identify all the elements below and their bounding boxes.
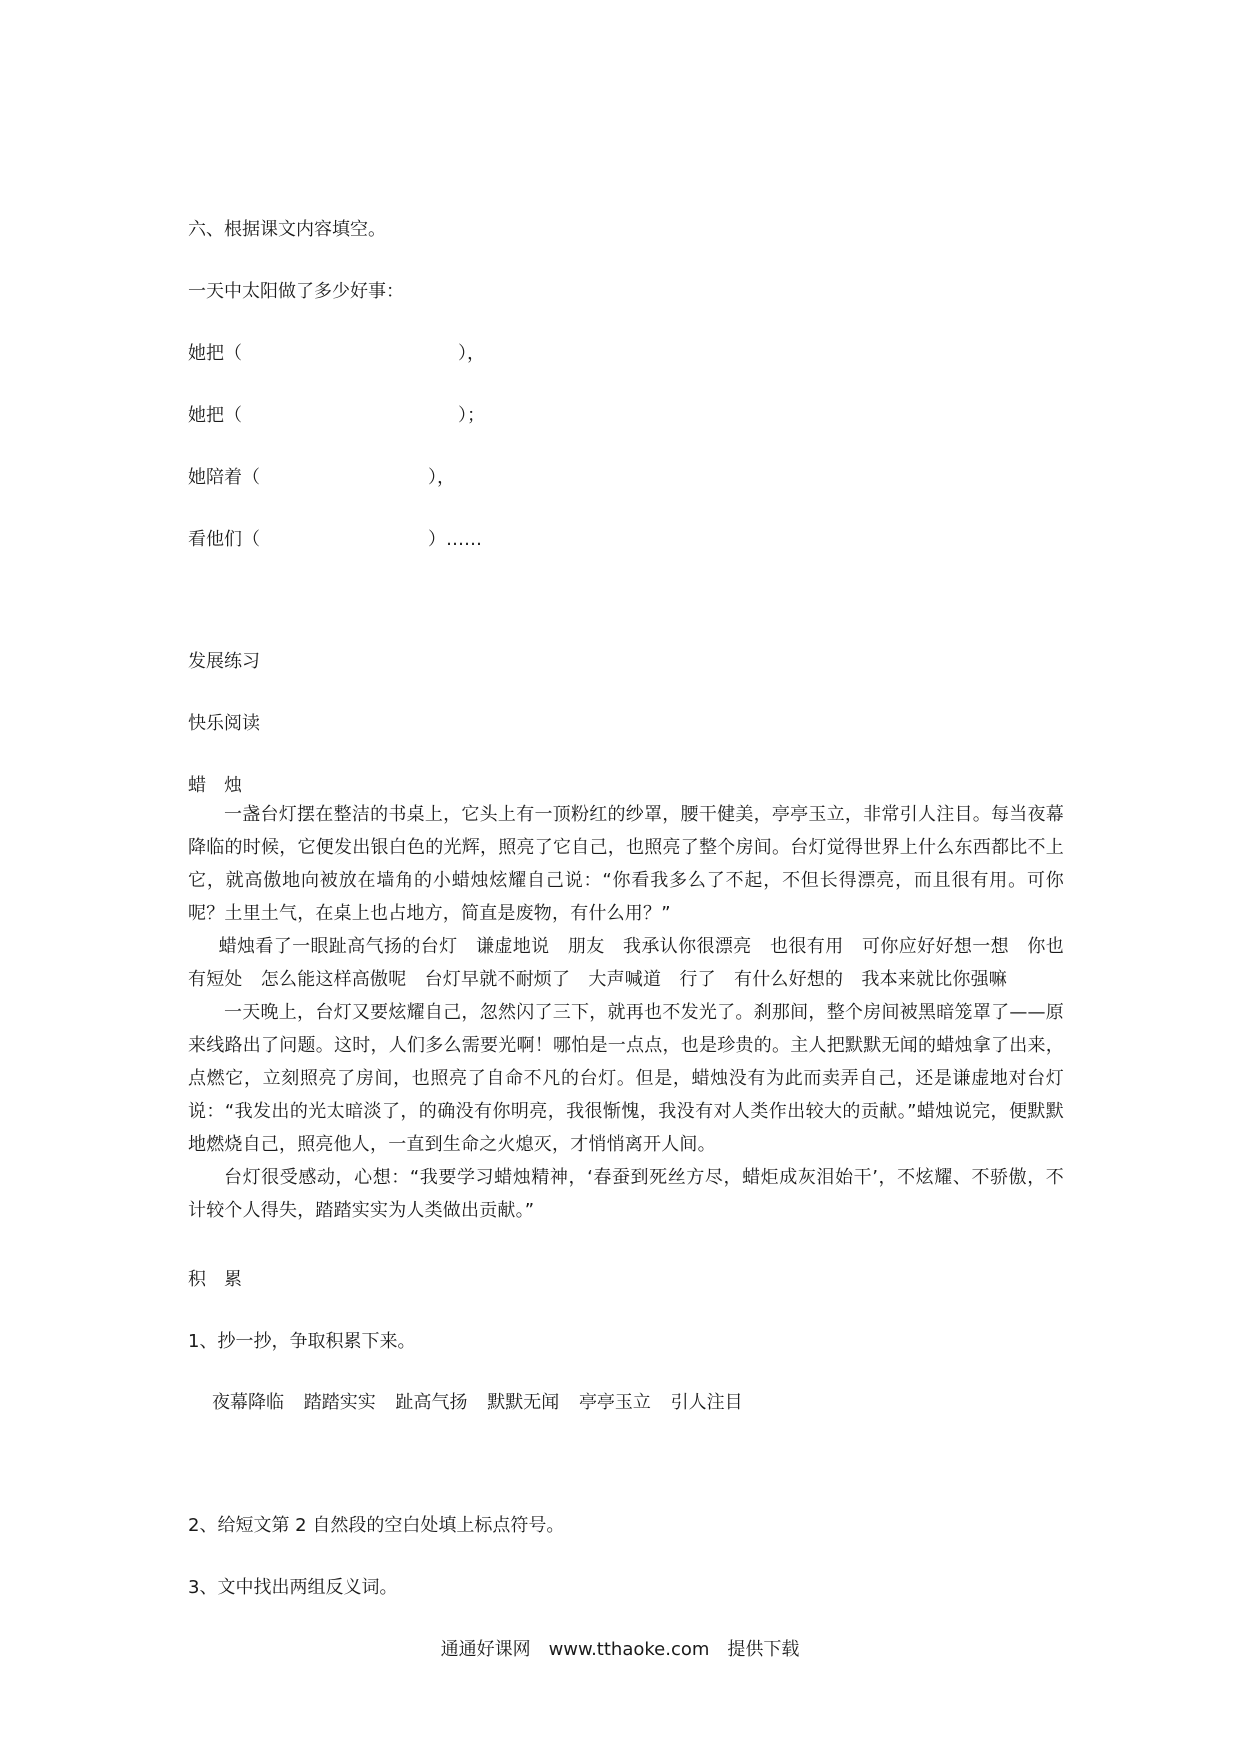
fill-blank-prefix: 看他们（ [188,529,260,550]
vocabulary-word: 趾高气扬 [395,1392,468,1413]
question-1: 1、抄一抄，争取积累下来。 [188,1331,416,1352]
story-body [188,798,1064,1227]
fill-blank-suffix: ）， [428,467,455,488]
vocabulary-word: 亭亭玉立 [578,1392,651,1413]
fill-blank-line-1 [188,342,485,366]
fill-blank-suffix: ）； [458,405,485,426]
section-six-heading: 六、根据课文内容填空。 [188,219,386,240]
question-3: 3、文中找出两组反义词。 [188,1577,398,1598]
fill-blank-line-4 [188,528,482,552]
fill-blank-suffix: ）， [458,343,485,364]
fill-blank-prefix: 她把（ [188,343,242,364]
page-footer: 通通好课网 www.tthaoke.com 提供下载 [440,1639,800,1660]
vocabulary-word: 夜幕降临 [212,1392,284,1413]
development-heading: 发展练习 [188,651,260,672]
story-paragraph-4: 台灯很受感动，心想：“我要学习蜡烛精神，‘春蚕到死丝方尽，蜡炬成灰泪始干’，不炫耀、不骄傲，不计较个人得失，踏踏实实为人类做出贡献。” [188,1167,1064,1221]
story-paragraph-1: 一盏台灯摆在整洁的书桌上，它头上有一顶粉红的纱罩，腰干健美，亭亭玉立，非常引人注目。每当夜幕降临的时候，它便发出银白色的光辉，照亮了它自己，也照亮了整个房间。台灯觉得世界上什么东西都比不上它，就高傲地向被放在墙角的小蜡烛炫耀自己说：“你看我多么了不起，不但长得漂亮，而且很有用。可你呢？土里土气，在桌上也占地方，简直是废物，有什么用？” [188,804,1064,924]
vocabulary-word: 默默无闻 [487,1392,560,1413]
fill-blank-line-3 [188,466,455,490]
question-2: 2、给短文第 2 自然段的空白处填上标点符号。 [188,1515,565,1536]
story-title: 蜡 烛 [188,775,242,796]
vocabulary-list [212,1391,757,1415]
fill-blank-suffix: ）…… [428,529,482,550]
fill-blank-prefix: 她把（ [188,405,242,426]
story-paragraph-3: 一天晚上，台灯又要炫耀自己，忽然闪了三下，就再也不发光了。刹那间，整个房间被黑暗笼罩了——原来线路出了问题。这时，人们多么需要光啊！哪怕是一点点，也是珍贵的。主人把默默无闻的蜡烛拿了出来，点燃它，立刻照亮了房间，也照亮了自命不凡的台灯。但是，蜡烛没有为此而卖弄自己，还是谦虚地对台灯说：“我发出的光太暗淡了，的确没有你明亮，我很惭愧，我没有对人类作出较大的贡献。”蜡烛说完，便默默地燃烧自己，照亮他人，一直到生命之火熄灭，才悄悄离开人间。 [188,1002,1064,1155]
accumulate-heading: 积 累 [188,1269,242,1290]
vocabulary-word: 引人注目 [670,1392,743,1413]
section-six-prompt: 一天中太阳做了多少好事： [188,281,404,302]
story-paragraph-2: 蜡烛看了一眼趾高气扬的台灯 谦虚地说 朋友 我承认你很漂亮 也很有用 可你应好好想一想 你也有短处 怎么能这样高傲呢 台灯早就不耐烦了 大声喊道 行了 有什么好想的 我本来就比你强嘛 [188,936,1064,990]
fill-blank-prefix: 她陪着（ [188,467,260,488]
vocabulary-word: 踏踏实实 [303,1392,376,1413]
fill-blank-line-2 [188,404,485,428]
reading-subheading: 快乐阅读 [188,713,260,734]
